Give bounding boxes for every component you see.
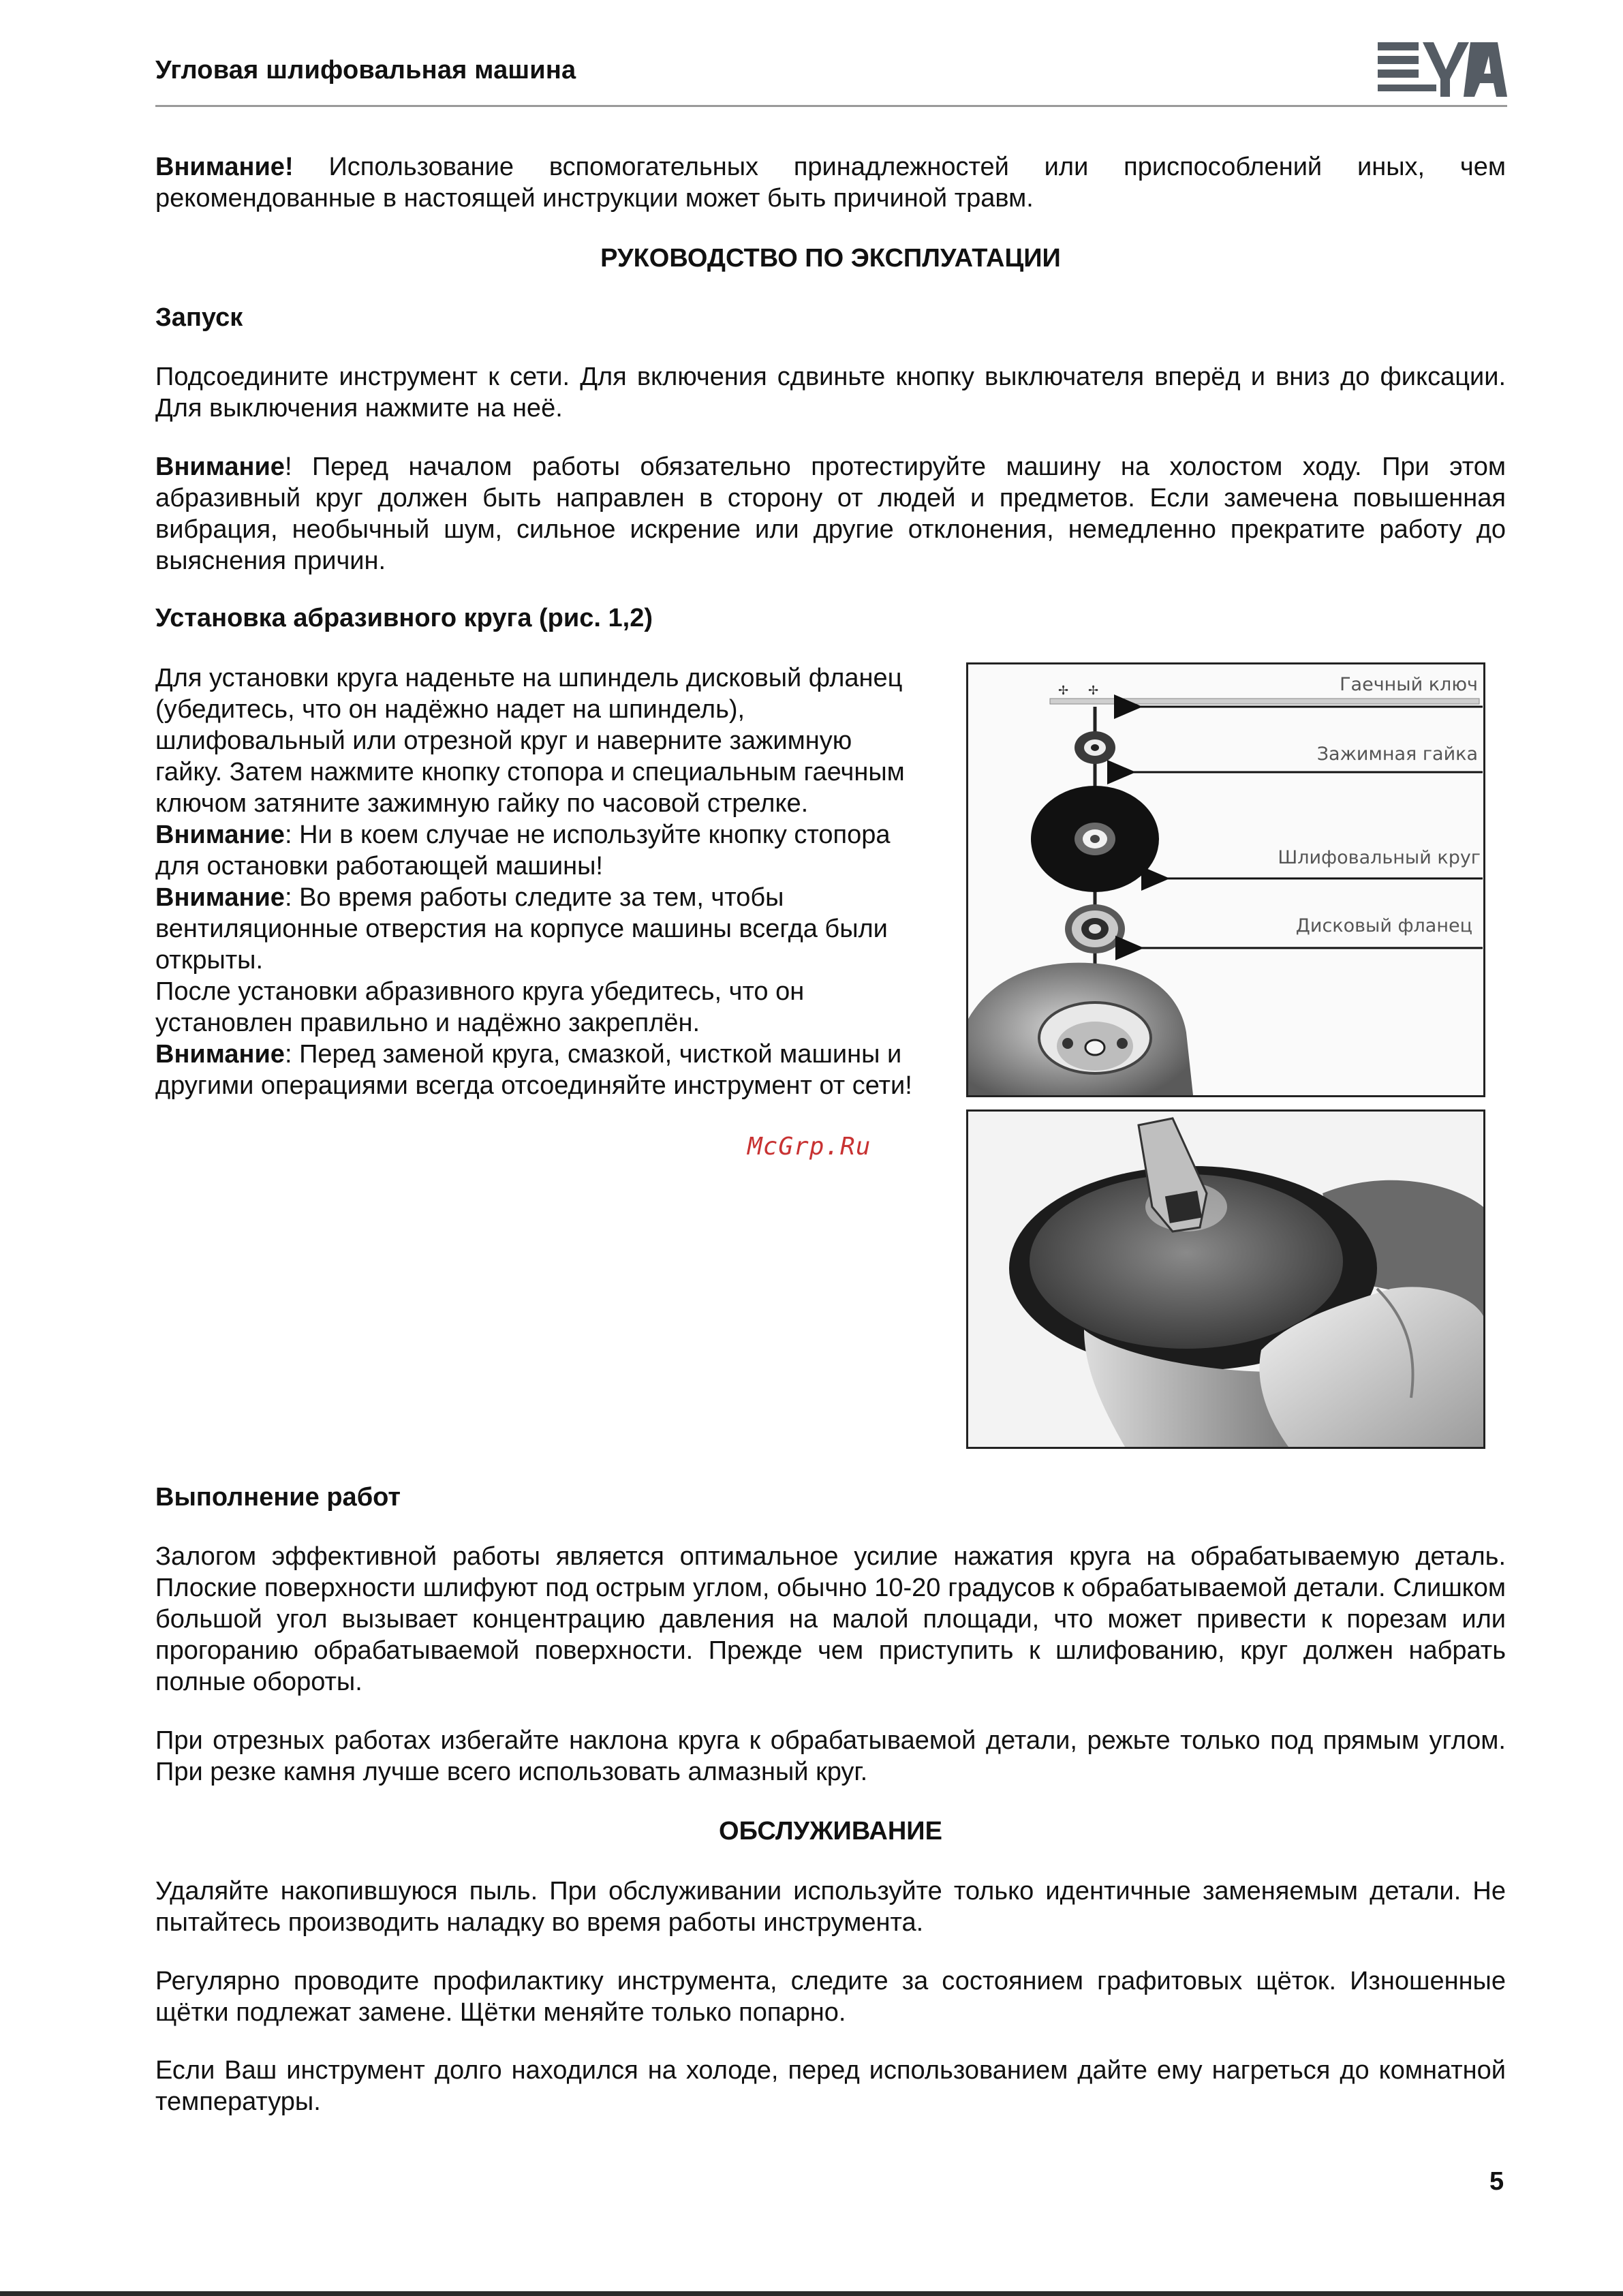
work-heading: Выполнение работ bbox=[155, 1483, 401, 1512]
figure-assembly bbox=[966, 662, 1485, 1097]
intro-warning bbox=[155, 151, 1506, 214]
section-heading-manual: РУКОВОДСТВО ПО ЭКСПЛУАТАЦИИ bbox=[600, 244, 1061, 273]
watermark-text: McGrp.Ru bbox=[747, 1133, 871, 1161]
install-warning-3 bbox=[155, 1039, 918, 1101]
figure-assembly-drawing bbox=[968, 664, 1483, 1095]
install-warning-1-text: : Ни в коем случае не используйте кнопку стопора для остановки работающей машины! bbox=[155, 821, 891, 881]
install-warning-3-text: : Перед заменой круга, смазкой, чисткой машины и другими операциями всегда отсоединяйте инструмент от сети! bbox=[155, 1040, 912, 1100]
install-warning-1-bold: Внимание bbox=[155, 821, 285, 849]
start-heading: Запуск bbox=[155, 303, 243, 332]
figure-tightening bbox=[966, 1109, 1485, 1449]
install-warning-2-text: : Во время работы следите за тем, чтобы вентиляционные отверстия на корпусе машины всегда были открыты. bbox=[155, 883, 888, 975]
scan-edge bbox=[0, 2291, 1623, 2296]
start-warning bbox=[155, 451, 1506, 577]
page-number: 5 bbox=[1489, 2167, 1504, 2196]
install-heading: Установка абразивного круга (рис. 1,2) bbox=[155, 604, 653, 632]
work-paragraph-2: При отрезных работах избегайте наклона круга к обрабатываемой детали, режьте только под прямым углом. При резке камня лучше всего использовать алмазный круг. bbox=[155, 1726, 1506, 1786]
install-warning-2-bold: Внимание bbox=[155, 883, 285, 912]
label-nut: Зажимная гайка bbox=[1316, 744, 1478, 765]
install-paragraph: Для установки круга наденьте на шпиндель дисковый фланец (убедитесь, что он надёжно надет на шпиндель), шлифовальный или отрезной круг и наверните зажимную гайку. Затем нажмите кнопку стопора и специальным гаечным ключом затяните зажимную гайку по часовой стрелке. bbox=[155, 664, 905, 818]
install-warning-2 bbox=[155, 882, 918, 976]
header-title: Угловая шлифовальная машина bbox=[155, 56, 576, 85]
label-wrench: Гаечный ключ bbox=[1340, 674, 1478, 695]
work-paragraph-1: Залогом эффективной работы является оптимальное усилие нажатия круга на обрабатываемую деталь. Плоские поверхности шлифуют под острым углом, обычно 10-20 градусов к обрабатываемой детали. Слишком большой угол вызывает концентрацию давления на малой площади, что может привести к порезам или прогоранию обрабатываемой поверхности. Прежде чем приступить к шлифованию, круг должен набрать полные обороты. bbox=[155, 1542, 1506, 1696]
install-warning-3-bold: Внимание bbox=[155, 1040, 285, 1069]
install-text-column bbox=[155, 662, 918, 1101]
service-paragraph-1: Удаляйте накопившуюся пыль. При обслуживании используйте только идентичные заменяемым детали. Не пытайтесь производить наладку во время работы инструмента. bbox=[155, 1877, 1506, 1937]
install-warning-1 bbox=[155, 819, 918, 882]
disc-flange-part bbox=[1065, 904, 1125, 953]
grinding-disc-part bbox=[1031, 786, 1159, 892]
service-paragraph-3: Если Ваш инструмент долго находился на холоде, перед использованием дайте ему нагреться до комнатной температуры. bbox=[155, 2056, 1506, 2116]
start-warning-bold: Внимание bbox=[155, 453, 285, 481]
svg-text:✢: ✢ bbox=[1088, 684, 1099, 697]
start-warning-text: ! Перед началом работы обязательно протестируйте машину на холостом ходу. При этом абразивный круг должен быть направлен в сторону от людей и предметов. Если замечена повышенная вибрация, необычный шум, сильное искрение или другие отклонения, немедленно прекратите работу до выяснения причин. bbox=[155, 453, 1506, 575]
svg-text:✢: ✢ bbox=[1058, 684, 1069, 697]
intro-text: Использование вспомогательных принадлежностей или приспособлений иных, чем рекомендованные в настоящей инструкции может быть причиной травм. bbox=[155, 153, 1506, 213]
label-disc: Шлифовальный круг bbox=[1278, 847, 1481, 868]
section-heading-service: ОБСЛУЖИВАНИЕ bbox=[719, 1817, 942, 1846]
header-rule bbox=[155, 105, 1507, 107]
brand-logo bbox=[1378, 40, 1507, 101]
service-paragraph-2: Регулярно проводите профилактику инструмента, следите за состоянием графитовых щёток. Изношенные щётки подлежат замене. Щётки меняйте только попарно. bbox=[155, 1967, 1506, 2027]
start-paragraph: Подсоедините инструмент к сети. Для включения сдвиньте кнопку выключателя вперёд и вниз до фиксации. Для выключения нажмите на неё. bbox=[155, 363, 1506, 423]
clamp-nut-part bbox=[1075, 731, 1115, 764]
intro-bold: Внимание! bbox=[155, 153, 294, 181]
install-paragraph-2: После установки абразивного круга убедитесь, что он установлен правильно и надёжно закреплён. bbox=[155, 977, 805, 1037]
label-flange: Дисковый фланец bbox=[1295, 915, 1472, 936]
figure-tightening-drawing bbox=[968, 1112, 1483, 1447]
